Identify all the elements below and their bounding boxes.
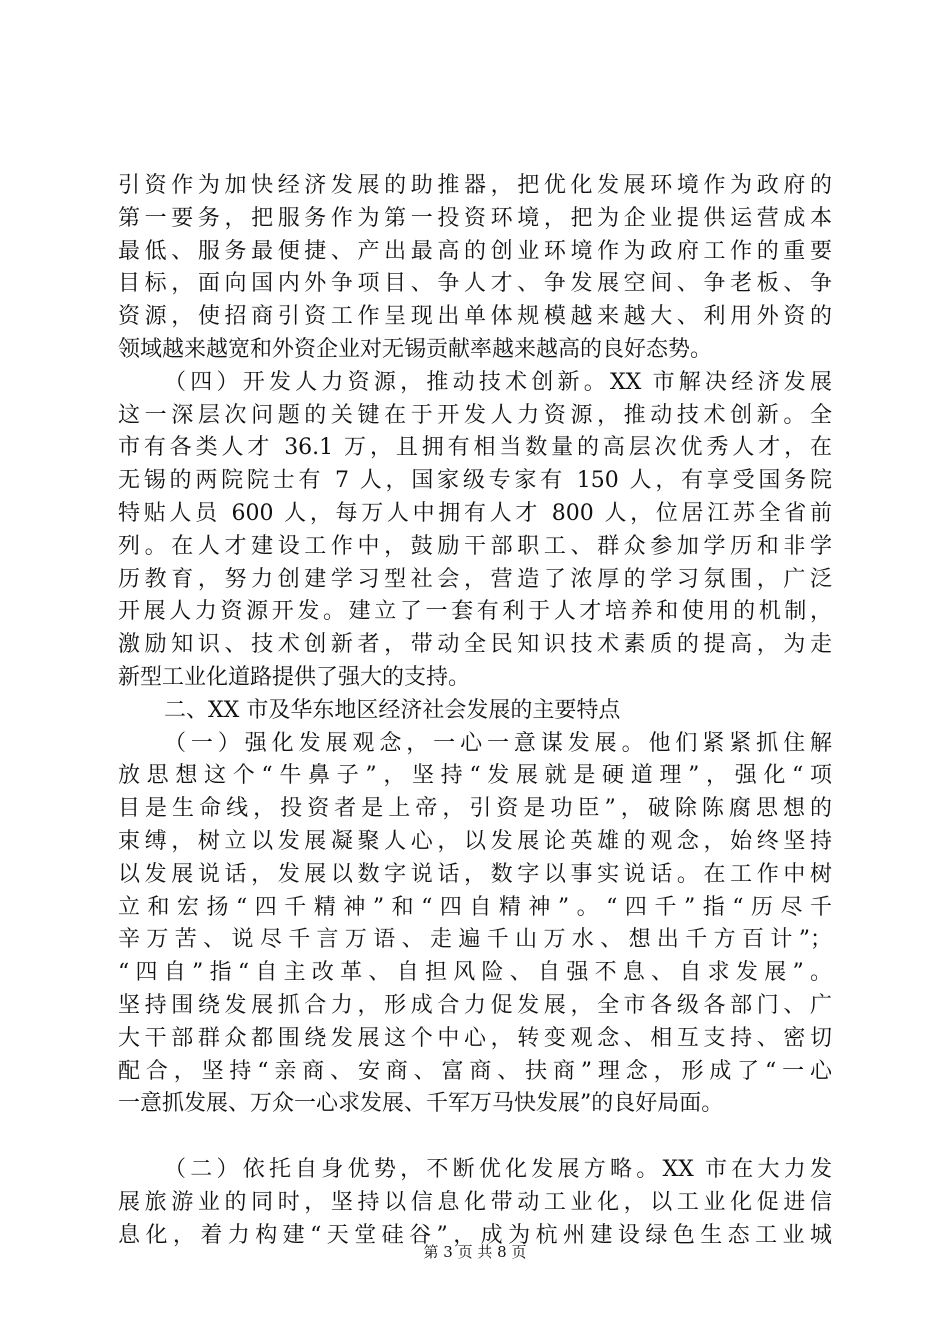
text-line: 第一要务，把服务作为第一投资环境，把为企业提供运营成本 [118,205,832,231]
page-number: 第 3 页 共 8 页 [423,1243,527,1261]
text-line: 束缚，树立以发展凝聚人心，以发展论英雄的观念，始终坚持 [118,828,832,854]
text-line: 以发展说话，发展以数字说话，数字以事实说话。在工作中树 [118,861,832,887]
text-line: 列。在人才建设工作中，鼓励干部职工、群众参加学历和非学 [118,533,832,559]
text-line: 大干部群众都围绕发展这个中心，转变观念、相互支持、密切 [118,1025,832,1051]
text-line: 放思想这个“牛鼻子”，坚持“发展就是硬道理”，强化“项 [118,763,832,789]
blank-line [118,1121,832,1154]
section-heading-line: （一）强化发展观念，一心一意谋发展。他们紧紧抓住解 [164,730,832,756]
text-line: 立和宏扬“四千精神”和“四自精神”。“四千”指“历尽千 [118,894,832,920]
text-line: 激励知识、技术创新者，带动全民知识技术素质的提高，为走 [118,632,832,658]
section-heading-line: （四）开发人力资源，推动技术创新。XX 市解决经济发展 [164,369,832,395]
text-line: 资源，使招商引资工作呈现出单体规模越来越大、利用外资的 [118,304,832,330]
text-line: 无锡的两院院士有 7 人，国家级专家有 150 人，有享受国务院 [118,468,832,494]
text-line: 坚持围绕发展抓合力，形成合力促发展，全市各级各部门、广 [118,992,832,1018]
text-line: 历教育，努力创建学习型社会，营造了浓厚的学习氛围，广泛 [118,566,832,592]
text-line: 一意抓发展、万众一心求发展、千军万马快发展”的良好局面。 [118,1091,724,1117]
text-line: 新型工业化道路提供了强大的支持。 [118,664,471,690]
text-line: 这一深层次问题的关键在于开发人力资源，推动技术创新。全 [118,402,832,428]
text-line: 引资作为加快经济发展的助推器，把优化发展环境作为政府的 [118,173,832,198]
text-line: 展旅游业的同时，坚持以信息化带动工业化，以工业化促进信 [118,1189,832,1215]
section-heading-line: （二）依托自身优势，不断优化发展方略。XX 市在大力发 [164,1156,832,1182]
text-line: 最低、服务最便捷、产出最高的创业环境作为政府工作的重要 [118,238,832,264]
text-line: 目是生命线，投资者是上帝，引资是功臣”，破除陈腐思想的 [118,796,832,822]
text-line: 特贴人员 600 人，每万人中拥有人才 800 人，位居江苏全省前 [118,500,832,526]
text-line: 开展人力资源开发。建立了一套有利于人才培养和使用的机制， [118,599,832,625]
text-line: “四自”指“自主改革、自担风险、自强不息、自求发展”。 [118,960,832,986]
text-line: 目标，面向国内外争项目、争人才、争发展空间、争老板、争 [118,271,832,297]
text-line: 市有各类人才 36.1 万，且拥有相当数量的高层次优秀人才，在 [118,435,832,461]
text-line: 息化，着力构建“天堂硅谷”，成为杭州建设绿色生态工业城 [118,1222,832,1248]
chapter-heading: 二、XX 市及华东地区经济社会发展的主要特点 [164,697,621,723]
text-line: 领域越来越宽和外资企业对无锡贡献率越来越高的良好态势。 [118,336,713,362]
document-body [118,170,832,1252]
text-line: 辛万苦、说尽千言万语、走遍千山万水、想出千方百计”； [118,927,832,953]
text-line: 配合，坚持“亲商、安商、富商、扶商”理念，形成了“一心 [118,1058,832,1084]
